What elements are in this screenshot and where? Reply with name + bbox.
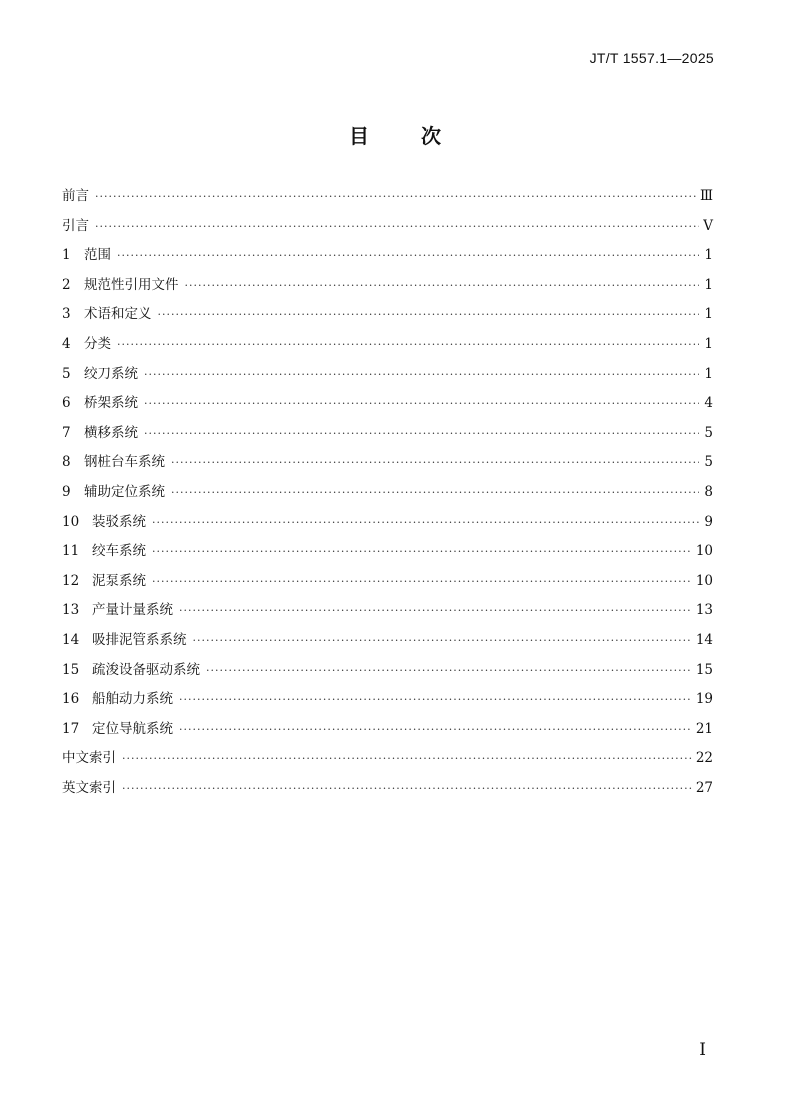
toc-entry-number: 3 [62, 306, 71, 323]
toc-entry-label: 装驳系统 [92, 513, 146, 530]
toc-entry-page: 5 [704, 424, 713, 441]
toc-leader-dots [185, 279, 700, 292]
toc-entry-label: 英文索引 [62, 779, 116, 796]
toc-entry-page: 1 [704, 276, 713, 293]
toc-entry-number: 4 [62, 335, 71, 352]
toc-entry[interactable] [62, 746, 713, 776]
toc-leader-dots [144, 368, 699, 381]
toc-entry[interactable] [62, 391, 713, 421]
toc-entry-number: 10 [62, 513, 80, 530]
toc-leader-dots [171, 486, 699, 499]
toc-entry-page: 4 [704, 395, 713, 412]
toc-entry-label: 范围 [84, 247, 111, 264]
toc-entry-label: 吸排泥管系系统 [92, 631, 187, 648]
toc-entry-label: 前言 [62, 188, 89, 204]
toc-leader-dots [95, 190, 696, 203]
toc-entry[interactable] [62, 243, 713, 273]
toc-entry-number: 15 [62, 661, 80, 678]
toc-entry-number: 7 [62, 424, 71, 441]
toc-entry-label: 定位导航系统 [92, 720, 173, 737]
toc-entry[interactable] [62, 658, 713, 688]
toc-leader-dots [152, 516, 699, 529]
toc-leader-dots [95, 220, 699, 233]
toc-entry-number: 14 [62, 631, 80, 648]
toc-entry[interactable] [62, 273, 713, 303]
toc-entry-label: 绞刀系统 [84, 365, 138, 382]
document-code: JT/T 1557.1—2025 [589, 50, 714, 66]
toc-entry-label: 规范性引用文件 [84, 276, 179, 293]
toc-entry-label: 船舶动力系统 [92, 691, 173, 708]
toc-entry-label: 疏浚设备驱动系统 [92, 661, 200, 678]
toc-entry-label: 钢桩台车系统 [84, 454, 165, 471]
toc-entry-label: 绞车系统 [92, 543, 146, 560]
toc-leader-dots [144, 427, 699, 440]
toc-entry[interactable] [62, 184, 713, 214]
toc-entry[interactable] [62, 539, 713, 569]
toc-entry-page: 13 [695, 602, 713, 619]
toc-leader-dots [152, 575, 692, 588]
toc-entry-number: 9 [62, 483, 71, 500]
toc-entry-label: 术语和定义 [84, 306, 152, 323]
toc-entry-number: 8 [62, 454, 71, 471]
toc-entry-label: 泥泵系统 [92, 572, 146, 589]
toc-entry-page: 1 [704, 335, 713, 352]
toc-entry[interactable] [62, 421, 713, 451]
toc-entry[interactable] [62, 510, 713, 540]
toc-entry[interactable] [62, 362, 713, 392]
toc-leader-dots [122, 752, 692, 765]
page-folio: I [699, 1040, 706, 1060]
toc-entry-number: 6 [62, 395, 71, 412]
toc-entry-label: 中文索引 [62, 750, 116, 767]
toc-entry-label: 产量计量系统 [92, 602, 173, 619]
toc-entry-number: 5 [62, 365, 71, 382]
toc-leader-dots [117, 338, 699, 351]
toc-leader-dots [117, 249, 699, 262]
toc-entry[interactable] [62, 687, 713, 717]
toc-entry[interactable] [62, 569, 713, 599]
toc-entry-number: 12 [62, 572, 80, 589]
toc-entry-page: 8 [704, 483, 713, 500]
toc-entry-page: 10 [695, 543, 713, 560]
toc-entry-page: 10 [695, 572, 713, 589]
toc-leader-dots [179, 723, 692, 736]
toc-entry-page: 5 [704, 454, 713, 471]
toc-entry-number: 17 [62, 720, 80, 737]
toc-title-char-2: 次 [421, 124, 441, 148]
toc-title-char-1: 目 [349, 124, 369, 148]
toc-leader-dots [158, 308, 700, 321]
toc-entry[interactable] [62, 450, 713, 480]
toc-entry[interactable] [62, 302, 713, 332]
toc-entry-label: 分类 [84, 335, 111, 352]
toc-entry-number: 13 [62, 602, 80, 619]
toc-entry[interactable] [62, 628, 713, 658]
toc-leader-dots [144, 397, 699, 410]
toc-entry[interactable] [62, 776, 713, 806]
toc-entry-number: 2 [62, 276, 71, 293]
toc-title [0, 120, 790, 149]
toc-entry-label: 桥架系统 [84, 395, 138, 412]
toc-entry[interactable] [62, 717, 713, 747]
toc-entry[interactable] [62, 480, 713, 510]
toc-leader-dots [171, 456, 699, 469]
toc-leader-dots [193, 634, 692, 647]
toc-entry-label: 引言 [62, 217, 89, 234]
toc-entry[interactable] [62, 214, 713, 244]
toc-entry-label: 辅助定位系统 [84, 483, 165, 500]
toc-entry-page: Ⅲ [699, 188, 713, 204]
toc-entry-page: 15 [695, 661, 713, 678]
toc-leader-dots [179, 693, 692, 706]
table-of-contents [62, 184, 713, 805]
toc-entry-number: 1 [62, 247, 71, 264]
toc-entry-page: 1 [704, 365, 713, 382]
toc-entry-label: 横移系统 [84, 424, 138, 441]
toc-entry-page: 1 [704, 247, 713, 264]
toc-leader-dots [206, 664, 692, 677]
toc-entry-page: 19 [695, 691, 713, 708]
toc-leader-dots [179, 604, 692, 617]
toc-entry-page: 22 [695, 750, 713, 767]
toc-entry-number: 16 [62, 691, 80, 708]
toc-entry[interactable] [62, 332, 713, 362]
toc-entry-page: Ⅴ [703, 217, 713, 234]
toc-leader-dots [122, 782, 692, 795]
toc-leader-dots [152, 545, 692, 558]
toc-entry-page: 21 [695, 720, 713, 737]
toc-entry[interactable] [62, 598, 713, 628]
toc-entry-number: 11 [62, 543, 80, 560]
toc-entry-page: 1 [704, 306, 713, 323]
toc-entry-page: 9 [704, 513, 713, 530]
toc-entry-page: 14 [695, 631, 713, 648]
toc-entry-page: 27 [695, 779, 713, 796]
